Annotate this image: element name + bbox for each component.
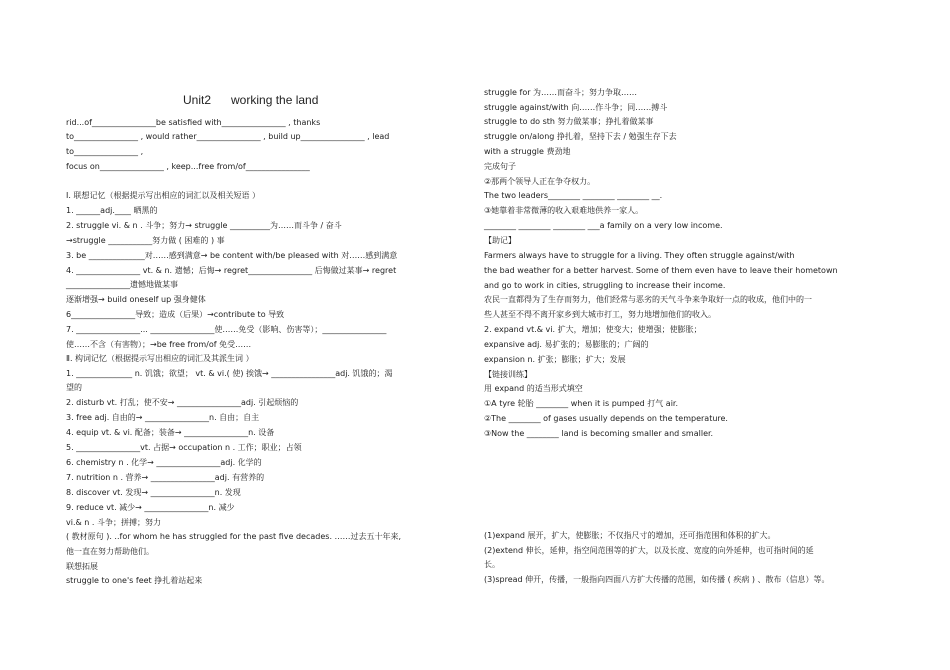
left-column-line: vi.& n . 斗争；拼搏；努力 bbox=[66, 518, 161, 527]
comparison-note-line: (2)extend 伸长，延伸，指空间范围等的扩大，以及长度、宽度的向外延伸，也可指时间的延 bbox=[484, 546, 814, 555]
right-column-line: Farmers always have to struggle for a living. They often struggle against/with bbox=[484, 251, 795, 260]
left-column-line: →struggle ___________努力做 ( 困难的 ) 事 bbox=[66, 236, 225, 245]
left-column-line: 3. be ______________对……感到满意→ be content with/be pleased with 对……感到满意 bbox=[66, 251, 398, 260]
right-column-line: 农民一直都得为了生存而努力，他们经常与恶劣的天气斗争来争取好一点的收成，他们中的一 bbox=[484, 295, 812, 304]
right-column-line: ________ ________ ________ ___a family on a very low income. bbox=[484, 221, 723, 230]
right-column-line: and go to work in cities, struggling to increase their income. bbox=[484, 281, 726, 290]
right-column-line: struggle against/with 向……作斗争；同……搏斗 bbox=[484, 103, 668, 112]
left-column-line: 4. ________________ vt. & n. 遗憾；后悔→ regret________________ 后悔做过某事→ regret bbox=[66, 266, 397, 275]
right-column-line: struggle on/along 挣扎着，坚持下去 / 勉强生存下去 bbox=[484, 132, 677, 141]
right-column-line: 【助记】 bbox=[484, 236, 516, 245]
left-column-line: 4. equip vt. & vi. 配备；装备→ ________________n. 设备 bbox=[66, 428, 275, 437]
right-column-line: expansion n. 扩张；膨胀；扩大；发展 bbox=[484, 355, 626, 364]
comparison-note-line: 长。 bbox=[484, 560, 500, 569]
left-column-line: 他一直在努力帮助他们。 bbox=[66, 547, 154, 556]
right-column-line: ②The ________ of gases usually depends on the temperature. bbox=[484, 414, 728, 423]
left-column-line: 6. chemistry n . 化学→ ________________adj. 化学的 bbox=[66, 458, 262, 467]
left-column-line: 6________________导致；造成（后果）→contribute to 导致 bbox=[66, 310, 285, 319]
right-column-line: 些人甚至不得不离开家乡到大城市打工，努力地增加他们的收入。 bbox=[484, 310, 716, 319]
right-column-line: struggle to do sth 努力做某事；挣扎着做某事 bbox=[484, 117, 654, 126]
right-column-line: The two leaders________ ________ ________ __. bbox=[484, 191, 663, 200]
left-column-line: 使……不含（有害物）；→be free from/of 免受…… bbox=[66, 340, 252, 349]
right-column-line: ③她靠着非常微薄的收入艰难地供养一家人。 bbox=[484, 206, 644, 215]
left-column-line: 逐渐增强→ build oneself up 强身健体 bbox=[66, 295, 206, 304]
left-column-line: focus on________________ , keep...free from/of________________ bbox=[66, 162, 310, 171]
right-column-line: with a struggle 费劲地 bbox=[484, 147, 571, 156]
left-column-line: rid...of________________be satisfied with________________ , thanks bbox=[66, 118, 321, 127]
left-column-line: Ⅱ. 构词记忆（根据提示写出相应的词汇及其派生词 ） bbox=[66, 354, 254, 363]
left-column-line: 5. ________________vt. 占据→ occupation n . 工作；职业；占领 bbox=[66, 443, 302, 452]
right-column-line: ②那两个领导人正在争夺权力。 bbox=[484, 177, 596, 186]
right-column-line: ①A tyre 轮胎 ________ when it is pumped 打气 air. bbox=[484, 399, 679, 408]
left-column-line: 8. discover vt. 发现→ ________________n. 发现 bbox=[66, 488, 241, 497]
left-column-line: to________________ , bbox=[66, 147, 144, 156]
left-column-line: ________________遗憾地做某事 bbox=[66, 280, 178, 289]
right-column-line: struggle for 为……而奋斗；努力争取…… bbox=[484, 88, 638, 97]
left-column-line: struggle to one's feet 挣扎着站起来 bbox=[66, 576, 203, 585]
left-column-line: 9. reduce vt. 减少→ ________________n. 减少 bbox=[66, 503, 235, 512]
unit-title: Unit2 working the land bbox=[183, 93, 319, 107]
right-column-line: the bad weather for a better harvest. Some of them even have to leave their hometown bbox=[484, 266, 838, 275]
left-column-line: 1. ______________ n. 饥饿；欲望； vt. & vi.( 使) 挨饿→ ________________adj. 饥饿的；渴 bbox=[66, 369, 393, 378]
left-column-line: 7. ________________... ________________使……免受（影响、伤害等）；________________ bbox=[66, 325, 387, 334]
left-column-line: 7. nutrition n . 营养→ ________________adj. 有营养的 bbox=[66, 473, 265, 482]
left-column-line: Ⅰ. 联想记忆（根据提示写出相应的词汇以及相关短语 ） bbox=[66, 191, 260, 200]
right-column-line: 【链接训练】 bbox=[484, 370, 532, 379]
comparison-note-line: (3)spread 伸开，传播，一般指向四面八方扩大传播的范围，如传播 ( 疾病 ) 、散布（信息）等。 bbox=[484, 575, 830, 584]
left-column-line: 3. free adj. 自由的→ ________________n. 自由；自主 bbox=[66, 413, 260, 422]
left-column-line: 联想拓展 bbox=[66, 562, 98, 571]
left-column-line: 2. struggle vi. & n . 斗争；努力→ struggle __________为……而斗争 / 奋斗 bbox=[66, 221, 342, 230]
comparison-note-line: (1)expand 展开，扩大，使膨胀；不仅指尺寸的增加，还可指范围和体积的扩大。 bbox=[484, 531, 776, 540]
left-column-line: 2. disturb vt. 打乱；使不安→ ________________adj. 引起烦恼的 bbox=[66, 398, 299, 407]
left-column-line: 望的 bbox=[66, 383, 82, 392]
right-column-line: 完成句子 bbox=[484, 162, 516, 171]
left-column-line: 1. ______adj.____ 晒黑的 bbox=[66, 206, 158, 215]
left-column-line: to________________ , would rather________________ , build up________________ , lead bbox=[66, 132, 390, 141]
right-column-line: 用 expand 的适当形式填空 bbox=[484, 384, 583, 393]
right-column-line: ③Now the ________ land is becoming smaller and smaller. bbox=[484, 429, 714, 438]
left-column-line: ( 教材原句 ). ..for whom he has struggled for the past five decades. ……过去五十年来, bbox=[66, 532, 402, 541]
right-column-line: 2. expand vt.& vi. 扩大，增加；使变大；使增强；使膨胀； bbox=[484, 325, 702, 334]
right-column-line: expansive adj. 易扩张的；易膨胀的；广阔的 bbox=[484, 340, 649, 349]
